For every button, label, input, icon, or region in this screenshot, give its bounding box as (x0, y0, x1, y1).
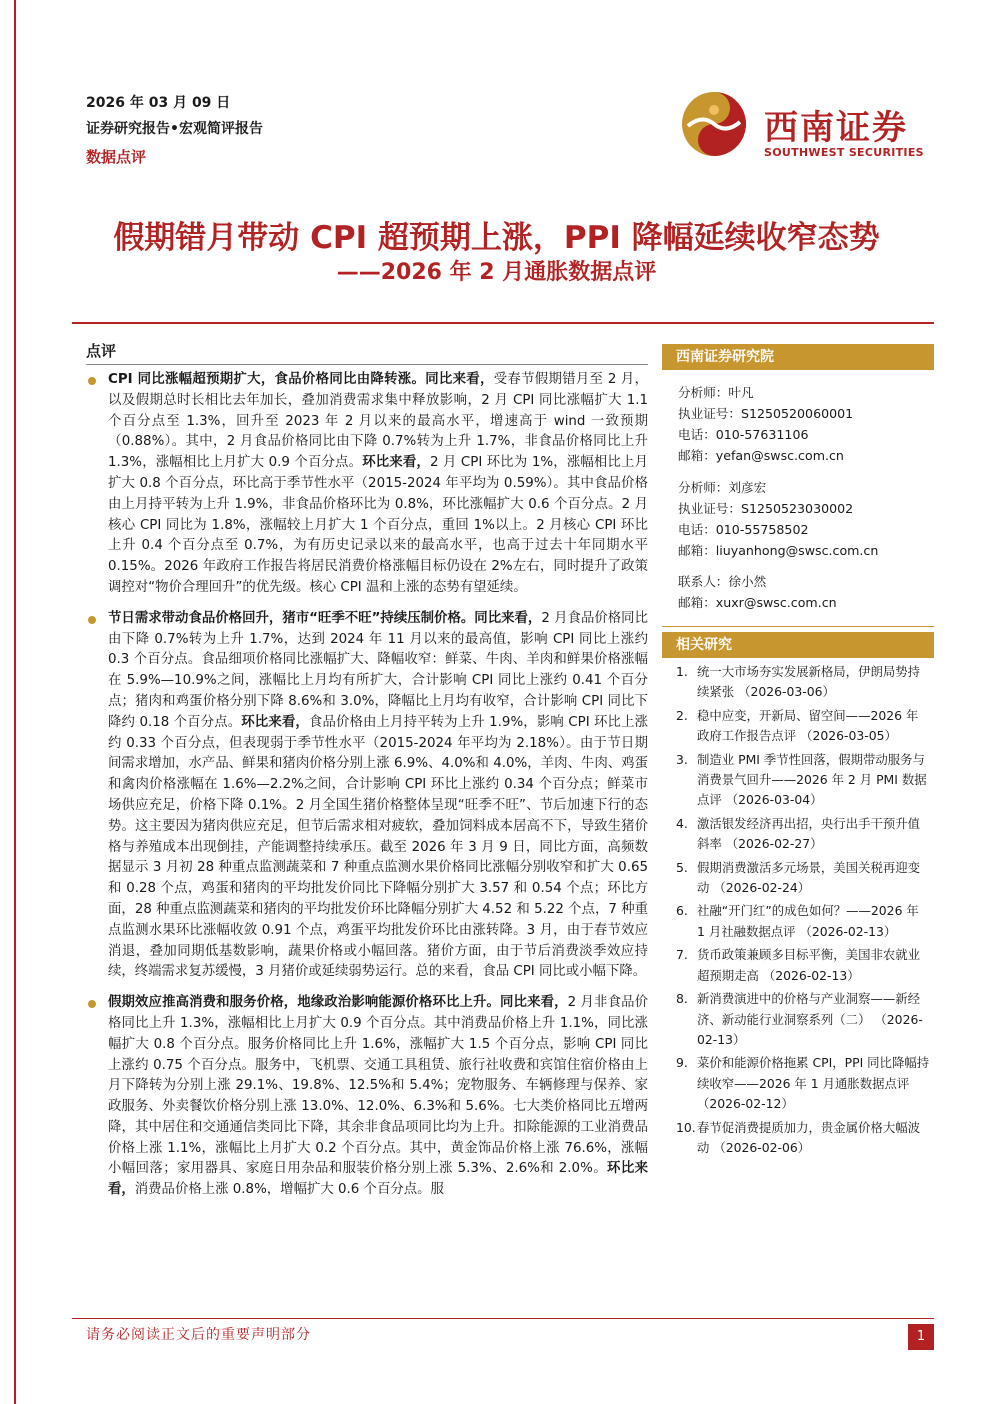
analyst-email: 邮箱：liuyanhong@swsc.com.cn (678, 543, 879, 558)
footer-divider (72, 1318, 934, 1319)
analyst-name: 分析师：刘彦宏 (678, 480, 767, 495)
report-title: 假期错月带动 CPI 超预期上涨，PPI 降幅延续收窄态势 (113, 220, 880, 256)
related-item[interactable]: 10. 春节促消费提质加力，贵金属价格大幅波动 （2026-02-06） (676, 1119, 921, 1155)
paragraph-body: 消费品价格上涨 0.8%，增幅扩大 0.6 个百分点。服 (134, 1182, 444, 1198)
paragraph-body: 受春节假期错月至 2 月，以及假期总时长相比去年加长，叠加消费需求集中释放影响，2 月 CPI 同比涨幅扩大 1.1 个百分点至 1.3%，回升至 2023 年 2 月以来的最高水平，增速高于 wind 一致预期（0.88%）。其中，2 月食品价格同比由下降 0.7%转为上升 1.7%，非食品价格同比上升 1.3%，涨幅相比上月扩大 0.9 个百分点。 (108, 372, 648, 471)
section-label: 点评 (86, 342, 117, 360)
contact-email: 邮箱：xuxr@swsc.com.cn (678, 595, 837, 610)
company-name-cn: 西南证券 (764, 108, 908, 148)
footer-disclaimer: 请务必阅读正文后的重要声明部分 (86, 1327, 311, 1343)
related-item[interactable]: 4. 激活银发经济再出招，央行出手干预升值斜率 （2026-02-27） (676, 815, 921, 852)
analyst-cert: 执业证号：S1250520060001 (678, 406, 854, 421)
related-item[interactable]: 8. 新消费演进中的价格与产业洞察——新经济、新动能行业洞察系列（二） （2026-02-13） (676, 991, 923, 1047)
bullet-icon (88, 377, 96, 385)
company-name-en: SOUTHWEST SECURITIES (764, 146, 924, 159)
title-divider (72, 322, 934, 324)
analyst-email: 邮箱：yefan@swsc.com.cn (678, 448, 844, 463)
related-header: 相关研究 (662, 632, 934, 658)
contact-block (678, 571, 928, 613)
left-margin-line (14, 0, 16, 1404)
sidebar-divider (662, 626, 934, 627)
paragraph-lead: 环比来看， (241, 714, 309, 730)
main-content (86, 370, 648, 1211)
analyst-block-1 (678, 382, 928, 466)
report-type: 证券研究报告•宏观简评报告 (86, 121, 263, 137)
page-number: 1 (908, 1324, 934, 1350)
institute-header: 西南证券研究院 (662, 344, 934, 370)
section-divider (86, 364, 648, 365)
bullet-icon (88, 1000, 96, 1008)
report-date: 2026 年 03 月 09 日 (86, 95, 231, 111)
paragraph-cpi (86, 370, 648, 599)
paragraph-body: 2 月食品价格同比由下降 0.7%转为上升 1.7%，达到 2024 年 11 月以来的最高值，影响 CPI 同比上涨约 0.3 个百分点。食品细项价格同比涨幅扩大、降幅收窄：鲜菜、牛肉、羊肉和鲜果价格涨幅在 5.9%—10.9%之间，涨幅比上月均有所扩大，合计影响 CPI 同比上涨约 0.41 个百分点；猪肉和鸡蛋价格分别下降 8.6%和 3.0%，降幅比上月均有收窄，合计影响 CPI 同比下降约 0.18 个百分点。 (108, 610, 648, 730)
report-category: 数据点评 (86, 148, 147, 166)
related-list (676, 662, 930, 1161)
paragraph-food (86, 609, 648, 983)
paragraph-body: 食品价格由上月持平转为上升 1.9%，影响 CPI 环比上涨约 0.33 个百分点，但表现弱于季节性水平（2015-2024 年平均为 2.18%）。由于节日期间需求增加，水产品、鲜果和猪肉价格分别上涨 6.9%、4.0%和 4.0%，羊肉、牛肉、鸡蛋和禽肉价格涨幅在 1.6%—2.2%之间，合计影响 CPI 环比上涨约 0.34 个百分点；鲜菜市场供应充足，价格下降 0.1%。2 月全国生猪价格整体呈现“旺季不旺”、节后加速下行的态势。这主要因为猪肉供应充足，但节后需求相对疲软，叠加饲料成本居高不下，导致生猪价格与养殖成本出现倒挂，产能调整持续承压。截至 2026 年 3 月 9 日，同比方面，高频数据显示 3 月初 28 种重点监测蔬菜和 7 种重点监测水果价格同比涨幅分别收窄和扩大 0.65 和 0.28 个点，鸡蛋和猪肉的平均批发价同比下降幅分别扩大 3.57 和 0.54 个点；环比方面，28 种重点监测蔬菜和猪肉的平均批发价环比降幅分别扩大 4.52 和 5.22 个点，7 种重点监测水果环比涨幅收敛 0.91 个点，鸡蛋平均批发价环比由涨转降。3 月，由于春节效应消退，叠加同期低基数影响，蔬果价格或小幅回落。猪价方面，由于节后消费淡季效应持续，终端需求复苏缓慢，3 月猪价或延续弱势运行。总的来看，食品 CPI 同比或小幅下降。 (108, 714, 649, 980)
related-item[interactable]: 9. 菜价和能源价格拖累 CPI，PPI 同比降幅持续收窄——2026 年 1 月通胀数据点评 （2026-02-12） (676, 1055, 930, 1112)
paragraph-lead: 环比来看， (108, 1161, 649, 1198)
paragraph-nonfood (86, 993, 648, 1201)
analyst-cert: 执业证号：S1250523030002 (678, 501, 854, 516)
analyst-phone: 电话：010-57631106 (678, 427, 809, 442)
related-item[interactable]: 2. 稳中应变，开新局、留空间——2026 年政府工作报告点评 （2026-03-05） (676, 707, 919, 744)
paragraph-lead: 节日需求带动食品价格回升，猪市“旺季不旺”持续压制价格。同比来看， (108, 610, 542, 626)
company-logo-icon (680, 90, 748, 158)
paragraph-body: 2 月 CPI 环比为 1%，涨幅相比上月扩大 0.8 个百分点，环比高于季节性水平（2015-2024 年平均为 0.59%）。其中食品价格由上月持平转为上升 1.9%，非食品价格环比为 0.8%，环比涨幅扩大 0.6 个百分点。2 月核心 CPI 同比为 1.8%，涨幅较上月扩大 1 个百分点，重回 1%以上。2 月核心 CPI 环比上升 0.4 个百分点至 0.7%，为有历史记录以来的最高水平，也高于过去十年同期水平 0.15%。2026 年政府工作报告将居民消费价格涨幅目标仍设在 2%左右，同时提升了政策调控对“物价合理回升”的优先级。核心 CPI 温和上涨的态势有望延续。 (108, 455, 649, 595)
related-item[interactable]: 6. 社融“开门红”的成色如何？——2026 年 1 月社融数据点评 （2026-02-13） (676, 903, 919, 939)
bullet-icon (88, 616, 96, 624)
paragraph-lead: CPI 同比涨幅超预期扩大，食品价格同比由降转涨。同比来看， (108, 372, 494, 387)
paragraph-lead: 环比来看， (362, 455, 430, 471)
analyst-name: 分析师：叶凡 (678, 385, 754, 400)
related-item[interactable]: 3. 制造业 PMI 季节性回落，假期带动服务与消费景气回升——2026 年 2 月 PMI 数据点评 （2026-03-04） (676, 751, 927, 808)
paragraph-body: 2 月非食品价格同比上升 1.3%，涨幅相比上月扩大 0.9 个百分点。其中消费品价格上升 1.1%，同比涨幅扩大 0.8 个百分点。服务价格同比上升 1.6%，涨幅扩大 1.5 个百分点，影响 CPI 同比上涨约 0.75 个百分点。服务中，飞机票、交通工具租赁、旅行社收费和宾馆住宿价格由上月下降转为分别上涨 29.1%、19.8%、12.5%和 5.4%；宠物服务、车辆修理与保养、家政服务、外卖餐饮价格分别上涨 13.0%、12.0%、6.3%和 5.6%。七大类价格同比五增两降，其中居住和交通通信类同比下降，其余非食品项同比均为上升。扣除能源的工业消费品价格上涨 1.1%，涨幅比上月扩大 0.2 个百分点。其中，黄金饰品价格上涨 76.6%，涨幅小幅回落；家用器具、家庭日用杂品和服装价格分别上涨 5.3%、2.6%和 2.0%。 (108, 995, 648, 1177)
paragraph-lead: 假期效应推高消费和服务价格，地缘政治影响能源价格环比上升。同比来看， (108, 995, 568, 1011)
related-item[interactable]: 5. 假期消费激活多元场景，美国关税再迎变动 （2026-02-24） (676, 859, 921, 896)
related-item[interactable]: 1. 统一大市场夯实发展新格局，伊朗局势持续紧张 （2026-03-06） (676, 664, 921, 700)
report-subtitle: ——2026 年 2 月通胀数据点评 (336, 260, 657, 285)
analyst-phone: 电话：010-55758502 (678, 522, 809, 537)
related-item[interactable]: 7. 货币政策兼顾多目标平衡，美国非农就业超预期走高 （2026-02-13） (676, 947, 921, 983)
contact-name: 联系人：徐小然 (678, 574, 767, 589)
analyst-block-2 (678, 477, 928, 561)
